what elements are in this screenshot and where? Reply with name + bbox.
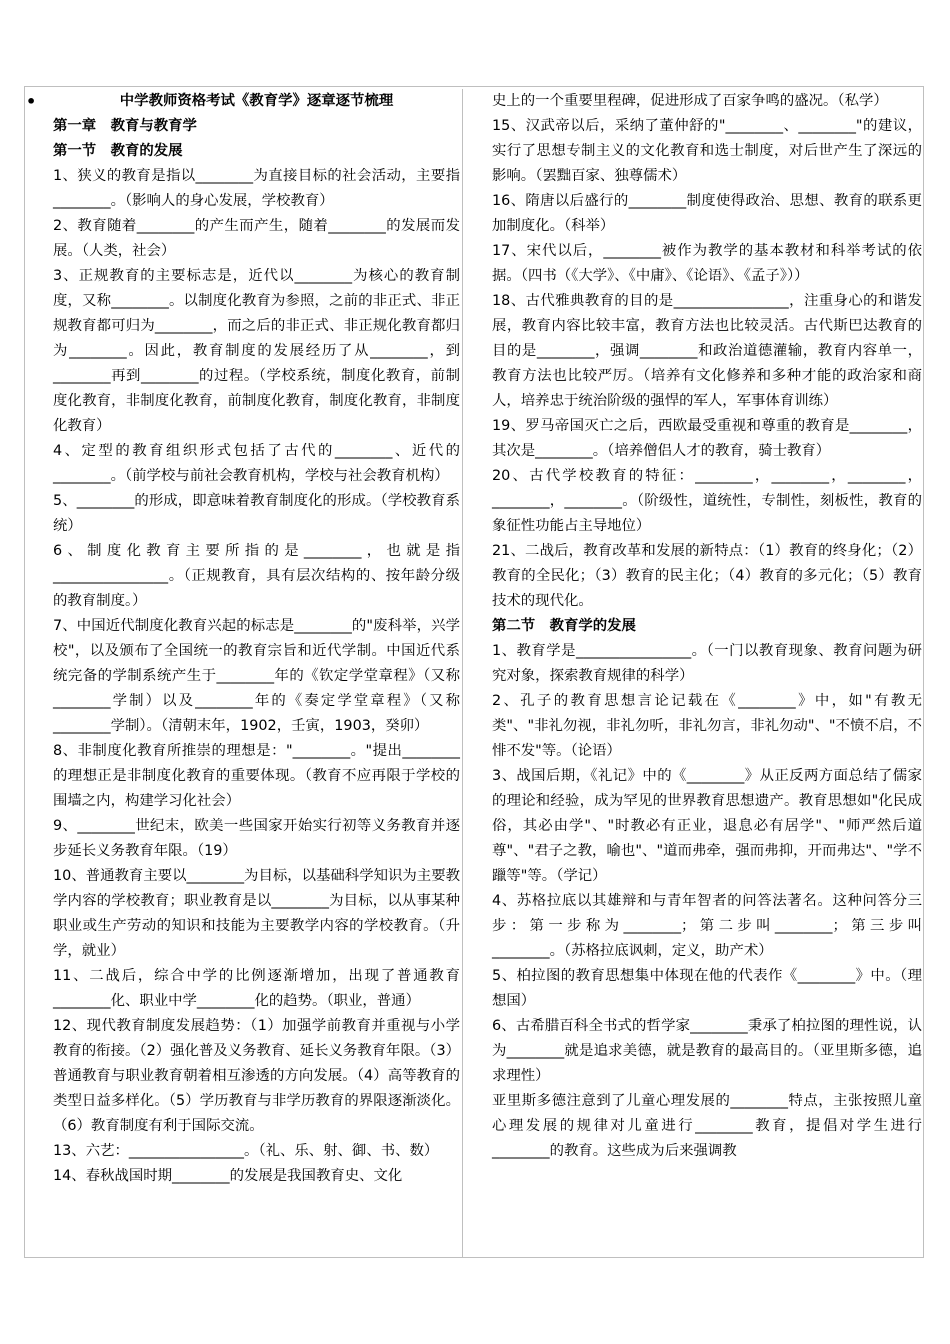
- question-21: 21、二战后，教育改革和发展的新特点：（1）教育的终身化；（2）教育的全民化；（3）教育的民主化；（4）教育的多元化；（5）教育技术的现代化。: [492, 543, 922, 609]
- question-10: 10、普通教育主要以________为目标，以基础科学知识为主要教学内容的学校教育；职业教育是以________为目标，以从事某种职业或生产劳动的知识和技能为主要教学内容的学校教育。（升学，就业）: [53, 868, 460, 959]
- question-15: 15、汉武帝以后，采纳了董仲舒的"________、________"的建议，实行了思想专制主义的文化教育和选士制度，对后世产生了深远的影响。（罢黜百家、独尊儒术）: [492, 118, 922, 184]
- left-column: [25, 89, 463, 1257]
- question-13: 13、六艺：________________。（礼、乐、射、御、书、数）: [53, 1143, 439, 1159]
- question-6: 6、制度化教育主要所指的是________，也就是指________________。（正规教育，具有层次结构的、按年龄分级的教育制度。）: [53, 543, 460, 609]
- question-3: 3、正规教育的主要标志是，近代以________为核心的教育制度，又称________。以制度化教育为参照，之前的非正式、非正规教育都可归为________，而之后的非正式、非正规化教育都归为________。因此，教育制度的发展经历了从________，到________再到________的过程。（学校系统，制度化教育，前制度化教育，非制度化教育，前制度化教育，制度化教育，非制度化教育）: [53, 268, 460, 434]
- section2-question-1: 1、教育学是________________。（一门以教育现象、教育问题为研究对象，探索教育规律的科学）: [492, 643, 922, 684]
- question-14-continued: 史上的一个重要里程碑，促进形成了百家争鸣的盛况。（私学）: [492, 93, 888, 109]
- document-title-line: [26, 89, 460, 114]
- question-11: 11、二战后，综合中学的比例逐渐增加，出现了普通教育________化、职业中学________化的趋势。（职业，普通）: [53, 968, 460, 1009]
- question-18: 18、古代雅典教育的目的是________________，注重身心的和谐发展，教育内容比较丰富，教育方法也比较灵活。古代斯巴达教育的目的是________，强调________和政治道德灌输，教育内容单一，教育方法也比较严厉。（培养有文化修养和多种才能的政治家和商人，培养忠于统治阶级的强悍的军人，军事体育训练）: [492, 293, 922, 409]
- question-19: 19、罗马帝国灭亡之后，西欧最受重视和尊重的教育是________，其次是________。（培养僧侣人才的教育，骑士教育）: [492, 418, 922, 459]
- section2-question-3: 3、战国后期，《礼记》中的《________》从正反两方面总结了儒家的理论和经验，成为罕见的世界教育思想遗产。教育思想如"化民成俗，其必由学"、"时教必有正业，退息必有居学"、"师严然后道尊"、"君子之教，喻也"、"道而弗牵，强而弗抑，开而弗达"、"学不躐等"等。（学记）: [492, 768, 922, 884]
- section2-question-2: 2、孔子的教育思想言论记载在《________》中，如"有教无类"、"非礼勿视，非礼勿听，非礼勿言，非礼勿动"、"不愤不启，不悱不发"等。（论语）: [492, 693, 922, 759]
- section-heading: 第一节 教育的发展: [53, 143, 183, 159]
- question-14: 14、春秋战国时期________的发展是我国教育史、文化: [53, 1168, 403, 1184]
- question-16: 16、隋唐以后盛行的________制度使得政治、思想、教育的联系更加制度化。（科举）: [492, 193, 922, 234]
- section2-question-6b: 亚里斯多德注意到了儿童心理发展的________特点，主张按照儿童心理发展的规律对儿童进行________教育，提倡对学生进行________的教育。这些成为后来强调教: [492, 1093, 922, 1159]
- question-5: 5、________的形成，即意味着教育制度化的形成。（学校教育系统）: [53, 493, 460, 534]
- question-17: 17、宋代以后，________被作为教学的基本教材和科举考试的依据。（四书（《大学》、《中庸》、《论语》、《孟子》））: [492, 243, 922, 284]
- section2-question-5: 5、柏拉图的教育思想集中体现在他的代表作《________》中。（理想国）: [492, 968, 922, 1009]
- right-column: [464, 89, 924, 1257]
- section-heading-2: 第二节 教育学的发展: [492, 618, 636, 634]
- question-8: 8、非制度化教育所推崇的理想是："________。"提出________的理想正是非制度化教育的重要体现。（教育不应再限于学校的围墙之内，构建学习化社会）: [53, 743, 460, 809]
- question-9: 9、________世纪末，欧美一些国家开始实行初等义务教育并逐步延长义务教育年限。（19）: [53, 818, 460, 859]
- bullet-icon: •: [26, 92, 37, 111]
- question-4: 4、定型的教育组织形式包括了古代的________、近代的________。（前学校与前社会教育机构，学校与社会教育机构）: [53, 443, 460, 484]
- question-20: 20、古代学校教育的特征：________，________，________，________，________。（阶级性，道统性，专制性，刻板性，教育的象征性功能占主导地位）: [492, 468, 922, 534]
- section2-question-4: 4、苏格拉底以其雄辩和与青年智者的问答法著名。这种问答分三步：第一步称为________；第二步叫________；第三步叫________。（苏格拉底讽刺，定义，助产术）: [492, 893, 922, 959]
- question-12: 12、现代教育制度发展趋势：（1）加强学前教育并重视与小学教育的衔接。（2）强化普及义务教育、延长义务教育年限。（3）普通教育与职业教育朝着相互渗透的方向发展。（4）高等教育的类型日益多样化。（5）学历教育与非学历教育的界限逐渐淡化。（6）教育制度有利于国际交流。: [53, 1018, 460, 1134]
- question-7: 7、中国近代制度化教育兴起的标志是________的"废科举，兴学校"，以及颁布了全国统一的教育宗旨和近代学制。中国近代系统完备的学制系统产生于________年的《钦定学堂章程》（又称________学制）以及________年的《奏定学堂章程》（又称________学制）。（清朝末年，1902，壬寅，1903，癸卯）: [53, 618, 460, 734]
- question-2: 2、教育随着________的产生而产生，随着________的发展而发展。（人类，社会）: [53, 218, 460, 259]
- document-page: [24, 86, 924, 1258]
- document-title: 中学教师资格考试《教育学》逐章逐节梳理: [119, 93, 394, 109]
- section2-question-6: 6、古希腊百科全书式的哲学家________秉承了柏拉图的理性说，认为________就是追求美德，就是教育的最高目的。（亚里斯多德，追求理性）: [492, 1018, 922, 1084]
- question-1: 1、狭义的教育是指以________为直接目标的社会活动，主要指________。（影响人的身心发展，学校教育）: [53, 168, 460, 209]
- chapter-heading: 第一章 教育与教育学: [53, 118, 197, 134]
